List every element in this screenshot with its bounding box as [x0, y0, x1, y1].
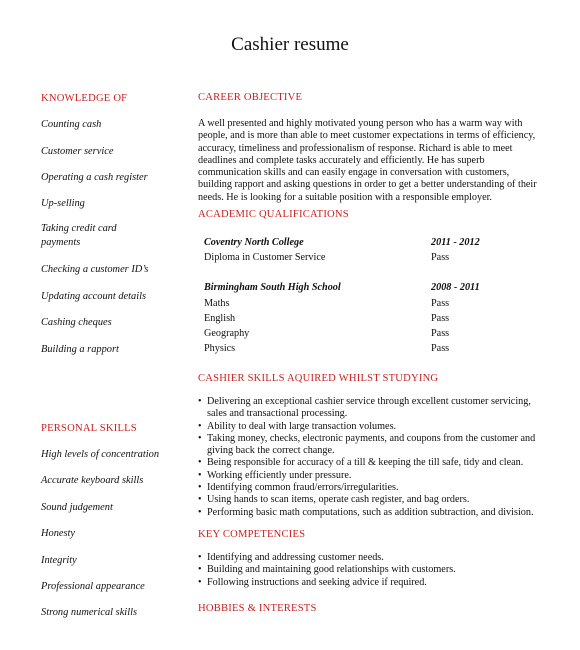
knowledge-item: Up-selling — [41, 198, 85, 209]
school-years: 2011 - 2012 — [431, 237, 480, 248]
qualification-result: Pass — [431, 328, 450, 339]
list-item: • Building and maintaining good relationships with customers. — [198, 564, 543, 576]
personal-skill-item: Professional appearance — [41, 581, 145, 592]
knowledge-item: Counting cash — [41, 119, 102, 130]
personal-skill-item: Strong numerical skills — [41, 607, 138, 618]
school-name: Birmingham South High School — [204, 282, 341, 293]
academic-heading: ACADEMIC QUALIFICATIONS — [198, 209, 349, 220]
knowledge-item: Building a rapport — [41, 344, 119, 355]
school-name: Coventry North College — [204, 237, 304, 248]
knowledge-heading: KNOWLEDGE OF — [41, 93, 128, 104]
list-item: • Identifying common fraud/errors/irregularities. — [198, 482, 543, 494]
knowledge-item: Cashing cheques — [41, 317, 112, 328]
qualification-subject: Physics — [204, 343, 236, 354]
personal-skill-item: Accurate keyboard skills — [41, 475, 144, 486]
school-years: 2008 - 2011 — [431, 282, 480, 293]
personal-skill-item: High levels of concentration — [41, 449, 160, 460]
list-item: • Following instructions and seeking advice if required. — [198, 577, 543, 589]
knowledge-item: Operating a cash register — [41, 172, 148, 183]
knowledge-item: Checking a customer ID’s — [41, 264, 149, 275]
qualification-subject: Diploma in Customer Service — [204, 252, 326, 263]
personal-skill-item: Integrity — [41, 555, 77, 566]
qualification-subject: Maths — [204, 298, 230, 309]
knowledge-item: Updating account details — [41, 291, 147, 302]
hobbies-heading: HOBBIES & INTERESTS — [198, 603, 317, 614]
qualification-subject: Geography — [204, 328, 250, 339]
key-competencies-heading: KEY COMPETENCIES — [198, 529, 306, 540]
qualification-result: Pass — [431, 343, 450, 354]
list-item: • Being responsible for accuracy of a till & keeping the till safe, tidy and clean. — [198, 457, 543, 469]
list-item: • Identifying and addressing customer needs. — [198, 552, 543, 564]
list-item: • Delivering an exceptional cashier service through excellent customer servicing, sales and transactional processing. — [198, 396, 543, 421]
list-item: • Performing basic math computations, such as addition subtraction, and division. — [198, 507, 543, 519]
career-objective-heading: CAREER OBJECTIVE — [198, 92, 303, 103]
personal-skill-item: Sound judgement — [41, 502, 113, 513]
list-item: • Taking money, checks, electronic payments, and coupons from the customer and giving back the correct change. — [198, 433, 543, 458]
list-item: • Ability to deal with large transaction volumes. — [198, 421, 543, 433]
knowledge-item: Taking credit card payments — [41, 223, 117, 248]
qualification-result: Pass — [431, 252, 450, 263]
cashier-skills-heading: CASHIER SKILLS AQUIRED WHILST STUDYING — [198, 373, 439, 384]
knowledge-item: Customer service — [41, 146, 114, 157]
cashier-skills-list — [198, 396, 543, 519]
list-item: • Using hands to scan items, operate cash register, and bag orders. — [198, 494, 543, 506]
list-item: • Working efficiently under pressure. — [198, 470, 543, 482]
qualification-subject: English — [204, 313, 236, 324]
key-competencies-list — [198, 552, 543, 589]
personal-skills-heading: PERSONAL SKILLS — [41, 423, 137, 434]
qualification-result: Pass — [431, 298, 450, 309]
page-title: Cashier resume — [231, 34, 349, 55]
personal-skill-item: Honesty — [41, 528, 76, 539]
qualification-result: Pass — [431, 313, 450, 324]
career-objective-text: A well presented and highly motivated young person who has a warm way with people, and is more than able to meet customer expectations in terms of efficiency, accuracy, timeliness and professionalism of response. Richard is able to meet deadlines and complete tasks accurately and efficiently. He has superb communication skills and can easily engage in conversation with customers, building rapport and asking questions in order to get a better understanding of their needs. He is looking for a suitable position with a responsible employer. — [198, 118, 537, 203]
